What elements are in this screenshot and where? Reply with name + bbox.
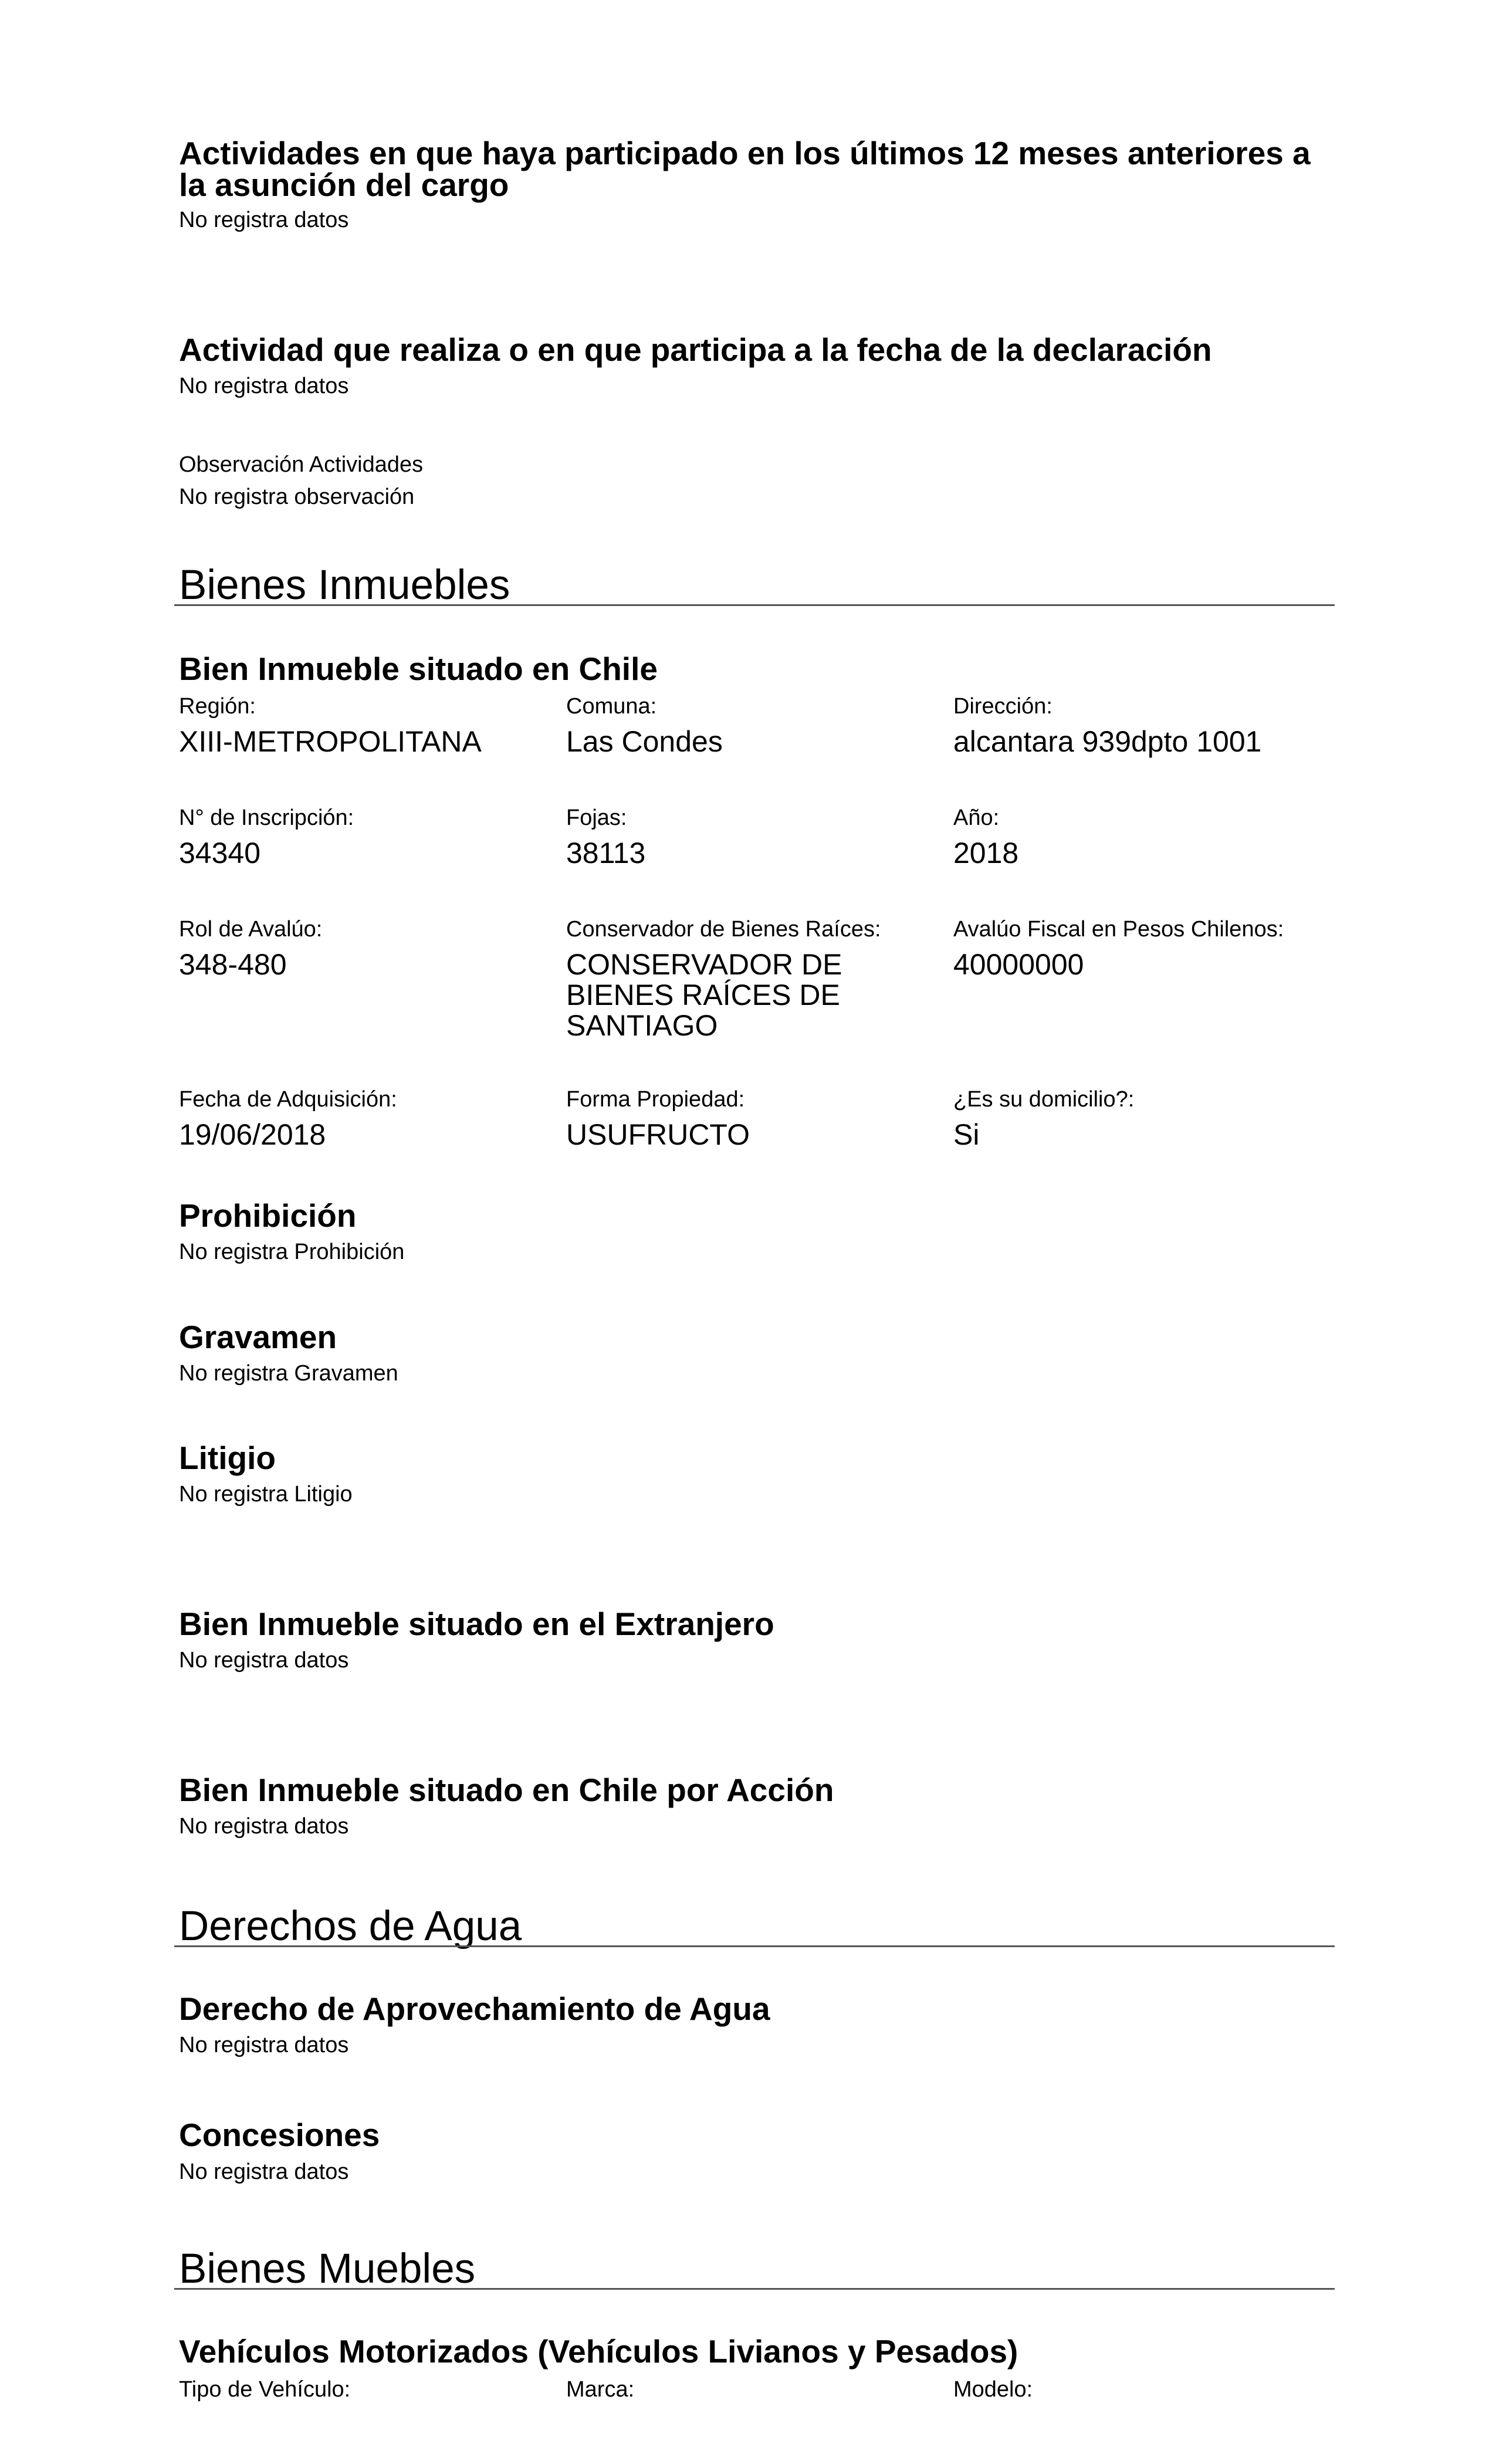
direccion-label: Dirección: xyxy=(953,694,1052,719)
anio-label: Año: xyxy=(953,805,1000,830)
section-divider xyxy=(174,604,1335,606)
region-label: Región: xyxy=(179,694,256,719)
inscripcion-value: 34340 xyxy=(179,837,261,869)
avaluo-fiscal-value: 40000000 xyxy=(953,948,1084,981)
concesiones-value: No registra datos xyxy=(179,2160,349,2184)
aprovechamiento-title: Derecho de Aprovechamiento de Agua xyxy=(179,1991,770,2027)
section-divider xyxy=(174,1945,1335,1947)
fojas-value: 38113 xyxy=(566,837,646,869)
section-title-bienes-inmuebles: Bienes Inmuebles xyxy=(179,562,510,608)
aprovechamiento-value: No registra datos xyxy=(179,2033,349,2057)
forma-propiedad-label: Forma Propiedad: xyxy=(566,1087,745,1112)
vehiculos-title: Vehículos Motorizados (Vehículos Livianos y Pesados) xyxy=(179,2333,1018,2370)
gravamen-value: No registra Gravamen xyxy=(179,1361,398,1386)
domicilio-value: Si xyxy=(953,1118,980,1151)
anio-value: 2018 xyxy=(953,837,1019,869)
gravamen-title: Gravamen xyxy=(179,1319,337,1355)
subsection-title-chile: Bien Inmueble situado en Chile xyxy=(179,651,658,687)
extranjero-value: No registra datos xyxy=(179,1648,349,1673)
fojas-label: Fojas: xyxy=(566,805,627,830)
litigio-title: Litigio xyxy=(179,1440,276,1476)
marca-label: Marca: xyxy=(566,2377,635,2402)
inscripcion-label: N° de Inscripción: xyxy=(179,805,354,830)
observation-value: No registra observación xyxy=(179,485,415,509)
section-title-derechos-agua: Derechos de Agua xyxy=(179,1903,522,1949)
modelo-label: Modelo: xyxy=(953,2377,1033,2402)
prohibicion-title: Prohibición xyxy=(179,1197,357,1234)
rol-avaluo-value: 348-480 xyxy=(179,948,287,981)
por-accion-title: Bien Inmueble situado en Chile por Acción xyxy=(179,1772,834,1808)
section-divider xyxy=(174,2288,1335,2290)
past-activities-value: No registra datos xyxy=(179,208,349,232)
domicilio-label: ¿Es su domicilio?: xyxy=(953,1087,1135,1112)
concesiones-title: Concesiones xyxy=(179,2117,380,2153)
avaluo-fiscal-label: Avalúo Fiscal en Pesos Chilenos: xyxy=(953,917,1284,942)
comuna-label: Comuna: xyxy=(566,694,657,719)
extranjero-title: Bien Inmueble situado en el Extranjero xyxy=(179,1606,774,1642)
comuna-value: Las Condes xyxy=(566,725,723,758)
conservador-label: Conservador de Bienes Raíces: xyxy=(566,917,881,942)
litigio-value: No registra Litigio xyxy=(179,1482,353,1507)
por-accion-value: No registra datos xyxy=(179,1814,349,1839)
forma-propiedad-value: USUFRUCTO xyxy=(566,1118,750,1151)
conservador-value: CONSERVADOR DE BIENES RAÍCES DE SANTIAGO xyxy=(566,948,842,1042)
fecha-adquisicion-label: Fecha de Adquisición: xyxy=(179,1087,397,1112)
prohibicion-value: No registra Prohibición xyxy=(179,1240,405,1264)
section-title-bienes-muebles: Bienes Muebles xyxy=(179,2246,476,2292)
direccion-value: alcantara 939dpto 1001 xyxy=(953,725,1262,758)
current-activities-value: No registra datos xyxy=(179,374,349,398)
observation-label: Observación Actividades xyxy=(179,452,424,477)
rol-avaluo-label: Rol de Avalúo: xyxy=(179,917,323,942)
fecha-adquisicion-value: 19/06/2018 xyxy=(179,1118,326,1151)
tipo-vehiculo-label: Tipo de Vehículo: xyxy=(179,2377,351,2402)
past-activities-title: Actividades en que haya participado en los últimos 12 meses anteriores a la asunción del cargo xyxy=(179,135,1311,203)
region-value: XIII-METROPOLITANA xyxy=(179,725,482,758)
current-activities-title: Actividad que realiza o en que participa a la fecha de la declaración xyxy=(179,331,1212,368)
